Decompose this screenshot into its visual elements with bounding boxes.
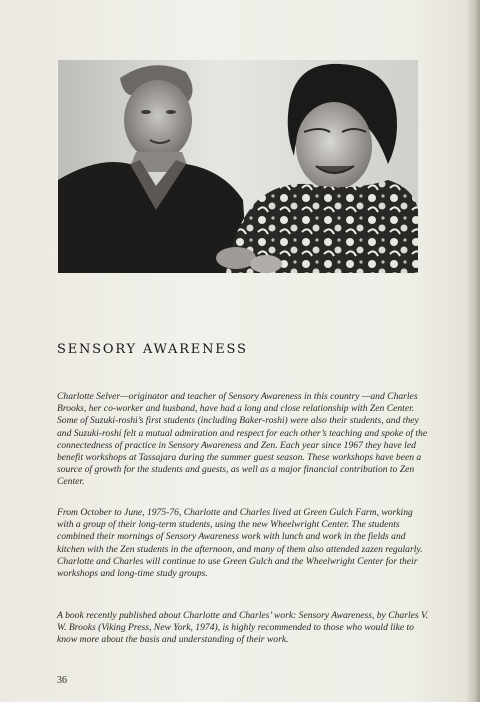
page-number: 36: [57, 675, 67, 686]
paragraph-book: A book recently published about Charlotte and Charles’ work: Sensory Awareness, by Charles V. W. Brooks (Viking Press, New York, 1974), is highly recommended to those who would like to know more about the basis and understanding of their work.: [57, 610, 429, 646]
paragraph-history: Charlotte Selver—originator and teacher of Sensory Awareness in this country —and Charles Brooks, her co-worker and husband, have had a long and close relationship with Zen Center. Some of Suzuki-roshi’s first students (including Baker-roshi) were also their students, and they and Suzuki-roshi felt a mutual admiration and respect for each other’s teaching and spoke of the connectedness of practice in Sensory Awareness and Zen. Each year since 1967 they have led benefit workshops at Tassajara during the summer guest season. These workshops have been a source of growth for the students and guests, as well as a major financial contribution to Zen Center.: [57, 391, 428, 488]
page-edge-shadow: [466, 0, 480, 702]
section-heading: SENSORY AWARENESS: [57, 342, 248, 357]
paragraph-green-gulch: From October to June, 1975-76, Charlotte and Charles lived at Green Gulch Farm, working with a group of their long-term students, using the new Wheelwright Center. The students combined their mornings of Sensory Awareness work with lunch and work in the fields and kitchen with the Zen students in the afternoon, and many of them also attended zazen regularly. Charlotte and Charles will continue to use Green Gulch and the Wheelwright Center for their workshops and long-time study groups.: [57, 507, 423, 580]
photograph-two-people: [58, 60, 418, 273]
